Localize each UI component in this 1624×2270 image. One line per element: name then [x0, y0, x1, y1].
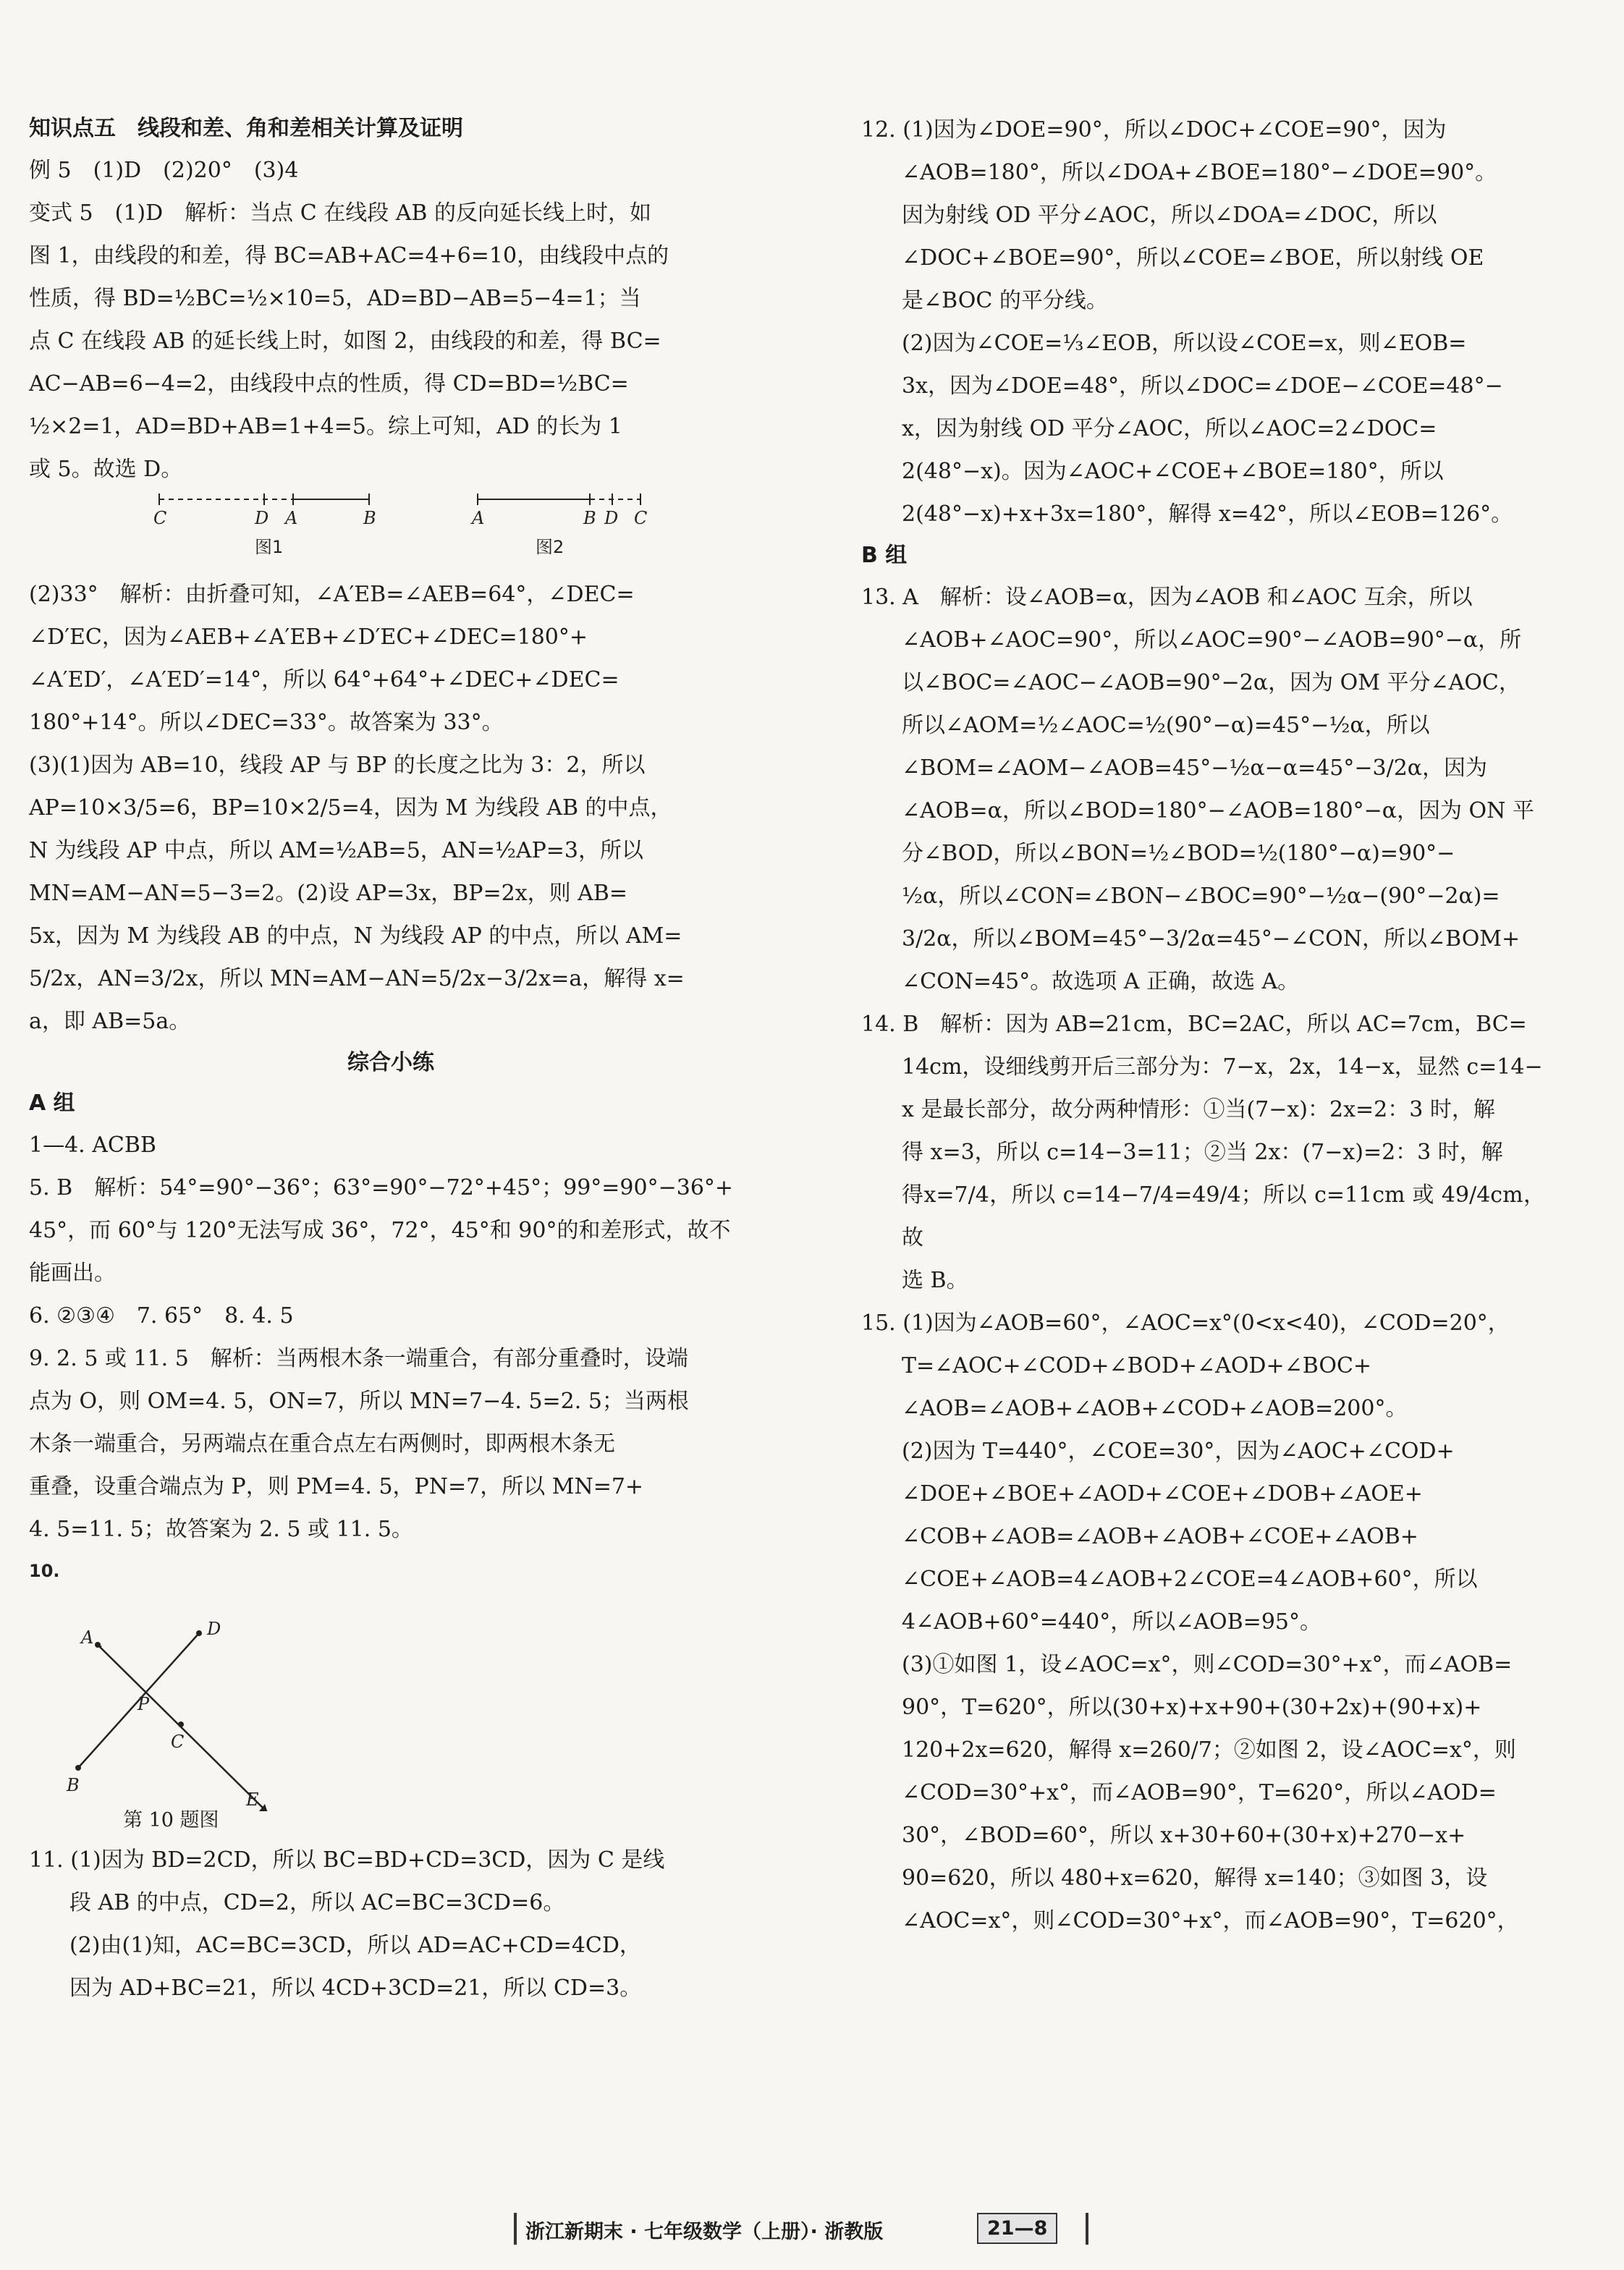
- question-11-line: 段 AB 的中点，CD=2，所以 AC=BC=3CD=6。: [69, 1890, 565, 1915]
- variant-5-line: 图 1，由线段的和差，得 BC=AB+AC=4+6=10，由线段中点的: [29, 243, 669, 268]
- example-5: 例 5 (1)D (2)20° (3)4: [29, 158, 299, 183]
- question-13-line: 以∠BOC=∠AOC−∠AOB=90°−2α，因为 OM 平分∠AOC，: [902, 670, 1521, 695]
- segment-figures: [29, 491, 753, 570]
- question-12-line: 2(48°−x)。因为∠AOC+∠COE+∠BOE=180°，所以: [902, 459, 1444, 484]
- question-10-caption: 第 10 题图: [123, 1809, 219, 1831]
- fig2-label-d: D: [604, 508, 619, 528]
- question-15-line: ∠AOC=x°，则∠COD=30°+x°，而∠AOB=90°，T=620°，: [902, 1908, 1519, 1934]
- question-14-line: 选 B。: [902, 1268, 968, 1293]
- question-13-line: 13. A 解析：设∠AOB=α，因为∠AOB 和∠AOC 互余，所以: [861, 585, 1473, 610]
- q10-label-e: E: [246, 1790, 259, 1810]
- group-a-line: 1—4. ACBB: [29, 1132, 156, 1158]
- group-a-line: 木条一端重合，另两端点在重合点左右两侧时，即两根木条无: [29, 1431, 615, 1457]
- question-13-line: ∠CON=45°。故选项 A 正确，故选 A。: [902, 969, 1300, 994]
- question-14-line: 14cm，设细线剪开后三部分为：7−x，2x，14−x，显然 c=14−: [902, 1054, 1543, 1080]
- part-3-line: 5x，因为 M 为线段 AB 的中点，N 为线段 AP 的中点，所以 AM=: [29, 923, 682, 949]
- q10-label-d: D: [207, 1619, 221, 1639]
- part-3-line: AP=10×3/5=6，BP=10×2/5=4，因为 M 为线段 AB 的中点，: [29, 795, 672, 821]
- question-12-line: 因为射线 OD 平分∠AOC，所以∠DOA=∠DOC，所以: [902, 203, 1437, 228]
- question-12-line: 是∠BOC 的平分线。: [902, 288, 1108, 313]
- question-13-line: ½α，所以∠CON=∠BON−∠BOC=90°−½α−(90°−2α)=: [902, 884, 1500, 909]
- question-15-line: (3)①如图 1，设∠AOC=x°，则∠COD=30°+x°，而∠AOB=: [902, 1652, 1513, 1677]
- q10-number: 10.: [29, 1561, 60, 1581]
- question-13-line: 分∠BOD，所以∠BON=½∠BOD=½(180°−α)=90°−: [902, 841, 1455, 866]
- group-a-line: 6. ②③④ 7. 65° 8. 4. 5: [29, 1303, 294, 1329]
- section-title: 知识点五 线段和差、角和差相关计算及证明: [29, 116, 463, 141]
- question-15-line: 90=620，所以 480+x=620，解得 x=140；③如图 3，设: [902, 1865, 1488, 1891]
- question-15-line: 90°，T=620°，所以(30+x)+x+90+(30+2x)+(90+x)+: [902, 1695, 1482, 1720]
- question-13-line: ∠AOB+∠AOC=90°，所以∠AOC=90°−∠AOB=90°−α，所: [902, 627, 1522, 653]
- question-15-line: 15. (1)因为∠AOB=60°，∠AOC=x°(0<x<40)，∠COD=20°，: [861, 1310, 1510, 1336]
- part-2-line: ∠D′EC，因为∠AEB+∠A′EB+∠D′EC+∠DEC=180°+: [29, 624, 588, 650]
- part-3-line: 5/2x，AN=3/2x，所以 MN=AM−AN=5/2x−3/2x=a，解得 x=: [29, 966, 685, 991]
- question-15-line: ∠COB+∠AOB=∠AOB+∠AOB+∠COE+∠AOB+: [902, 1524, 1418, 1549]
- fig1-label-d: D: [255, 508, 269, 528]
- q10-label-a: A: [81, 1627, 94, 1648]
- question-11-line: (2)由(1)知，AC=BC=3CD，所以 AD=AC+CD=4CD，: [69, 1933, 641, 1958]
- page-footer: [514, 2213, 1093, 2245]
- fig1-label-a: A: [285, 508, 298, 528]
- question-14-line: 得x=7/4，所以 c=14−7/4=49/4；所以 c=11cm 或 49/4cm，故: [902, 1182, 1545, 1250]
- question-13-line: ∠AOB=α，所以∠BOD=180°−∠AOB=180°−α，因为 ON 平: [902, 798, 1534, 823]
- part-2-line: 180°+14°。所以∠DEC=33°。故答案为 33°。: [29, 710, 504, 735]
- question-15-line: 30°，∠BOD=60°，所以 x+30+60+(30+x)+270−x+: [902, 1823, 1466, 1848]
- question-10-figure: [29, 1551, 753, 1811]
- question-15-line: ∠DOE+∠BOE+∠AOD+∠COE+∠DOB+∠AOE+: [902, 1481, 1423, 1507]
- question-12-line: x，因为射线 OD 平分∠AOC，所以∠AOC=2∠DOC=: [902, 416, 1437, 441]
- question-12-line: 2(48°−x)+x+3x=180°，解得 x=42°，所以∠EOB=126°。: [902, 501, 1513, 527]
- fig2-caption: 图2: [536, 537, 564, 557]
- question-14-line: 得 x=3，所以 c=14−3=11；②当 2x：(7−x)=2：3 时，解: [902, 1140, 1503, 1165]
- question-15-line: 120+2x=620，解得 x=260/7；②如图 2，设∠AOC=x°，则: [902, 1737, 1516, 1763]
- group-a-line: 5. B 解析：54°=90°−36°；63°=90°−72°+45°；99°=90°−36°+: [29, 1175, 734, 1200]
- question-14-line: x 是最长部分，故分两种情形：①当(7−x)：2x=2：3 时，解: [902, 1097, 1495, 1122]
- footer-divider: [514, 2213, 517, 2245]
- variant-5-line: ½×2=1，AD=BD+AB=1+4=5。综上可知，AD 的长为 1: [29, 414, 622, 439]
- question-15-line: T=∠AOC+∠COD+∠BOD+∠AOD+∠BOC+: [902, 1353, 1372, 1378]
- question-12-line: 12. (1)因为∠DOE=90°，所以∠DOC+∠COE=90°，因为: [861, 117, 1447, 143]
- part-2-line: ∠A′ED′，∠A′ED′=14°，所以 64°+64°+∠DEC+∠DEC=: [29, 667, 619, 693]
- question-15-line: (2)因为 T=440°，∠COE=30°，因为∠AOC+∠COD+: [902, 1439, 1455, 1464]
- q10-label-c: C: [171, 1732, 185, 1752]
- question-15-line: ∠COE+∠AOB=4∠AOB+2∠COE=4∠AOB+60°，所以: [902, 1567, 1478, 1592]
- part-3-line: N 为线段 AP 中点，所以 AM=½AB=5，AN=½AP=3，所以: [29, 838, 643, 863]
- fig1-label-b: B: [363, 508, 376, 528]
- variant-5-line: 点 C 在线段 AB 的延长线上时，如图 2，由线段的和差，得 BC=: [29, 329, 661, 354]
- fig2-label-c: C: [634, 508, 648, 528]
- variant-5-line: 性质，得 BD=½BC=½×10=5，AD=BD−AB=5−4=1；当: [29, 286, 641, 311]
- q10-label-p: P: [138, 1694, 150, 1714]
- footer-title: 浙江新期末 · 七年级数学（上册）· 浙教版: [525, 2221, 884, 2243]
- group-a-line: 点为 O，则 OM=4. 5，ON=7，所以 MN=7−4. 5=2. 5；当两根: [29, 1389, 689, 1414]
- fig2-label-a: A: [472, 508, 485, 528]
- question-11-line: 11. (1)因为 BD=2CD，所以 BC=BD+CD=3CD，因为 C 是线: [29, 1847, 665, 1873]
- question-12-line: (2)因为∠COE=⅓∠EOB，所以设∠COE=x，则∠EOB=: [902, 331, 1467, 356]
- question-13-line: 3/2α，所以∠BOM=45°−3/2α=45°−∠CON，所以∠BOM+: [902, 926, 1521, 952]
- left-column: [29, 109, 753, 2009]
- question-12-line: 3x，因为∠DOE=48°，所以∠DOC=∠DOE−∠COE=48°−: [902, 373, 1503, 399]
- part-3-line: MN=AM−AN=5−3=2。(2)设 AP=3x，BP=2x，则 AB=: [29, 881, 627, 906]
- part-2-line: (2)33° 解析：由折叠可知，∠A′EB=∠AEB=64°，∠DEC=: [29, 582, 635, 607]
- question-12-line: ∠AOB=180°，所以∠DOA+∠BOE=180°−∠DOE=90°。: [902, 160, 1497, 185]
- question-15-line: ∠AOB=∠AOB+∠AOB+∠COD+∠AOB=200°。: [902, 1396, 1408, 1421]
- fig1-caption: 图1: [255, 537, 284, 557]
- question-13-line: 所以∠AOM=½∠AOC=½(90°−α)=45°−½α，所以: [902, 713, 1430, 738]
- group-a-heading: A 组: [29, 1090, 75, 1116]
- part-3-line: (3)(1)因为 AB=10，线段 AP 与 BP 的长度之比为 3：2，所以: [29, 753, 646, 778]
- question-11-line: 因为 AD+BC=21，所以 4CD+3CD=21，所以 CD=3。: [69, 1975, 642, 2001]
- group-b-heading: B 组: [861, 543, 908, 568]
- fig2-label-b: B: [583, 508, 596, 528]
- variant-5-line: AC−AB=6−4=2，由线段中点的性质，得 CD=BD=½BC=: [29, 371, 629, 397]
- variant-5-line: 变式 5 (1)D 解析：当点 C 在线段 AB 的反向延长线上时，如: [29, 200, 651, 226]
- footer-divider: [1086, 2213, 1088, 2245]
- variant-5-line: 或 5。故选 D。: [29, 457, 183, 482]
- group-a-line: 45°，而 60°与 120°无法写成 36°，72°，45°和 90°的和差形式，故不: [29, 1218, 731, 1243]
- part-3-line: a，即 AB=5a。: [29, 1009, 191, 1034]
- fig1-label-c: C: [153, 508, 167, 528]
- page-number: 21—8: [977, 2213, 1057, 2244]
- question-15-line: ∠COD=30°+x°，而∠AOB=90°，T=620°，所以∠AOD=: [902, 1780, 1497, 1805]
- question-12-line: ∠DOC+∠BOE=90°，所以∠COE=∠BOE，所以射线 OE: [902, 245, 1484, 271]
- summary-title: 综合小练: [347, 1050, 434, 1075]
- group-a-line: 9. 2. 5 或 11. 5 解析：当两根木条一端重合，有部分重叠时，设端: [29, 1346, 688, 1371]
- group-a-line: 4. 5=11. 5；故答案为 2. 5 或 11. 5。: [29, 1517, 413, 1542]
- group-a-line: 重叠，设重合端点为 P，则 PM=4. 5，PN=7，所以 MN=7+: [29, 1474, 644, 1499]
- question-15-line: 4∠AOB+60°=440°，所以∠AOB=95°。: [902, 1609, 1321, 1635]
- right-column: [861, 109, 1545, 1942]
- q10-label-b: B: [67, 1775, 80, 1795]
- group-a-line: 能画出。: [29, 1261, 116, 1286]
- question-14-line: 14. B 解析：因为 AB=21cm，BC=2AC，所以 AC=7cm，BC=: [861, 1012, 1527, 1037]
- question-13-line: ∠BOM=∠AOM−∠AOB=45°−½α−α=45°−3/2α，因为: [902, 755, 1488, 781]
